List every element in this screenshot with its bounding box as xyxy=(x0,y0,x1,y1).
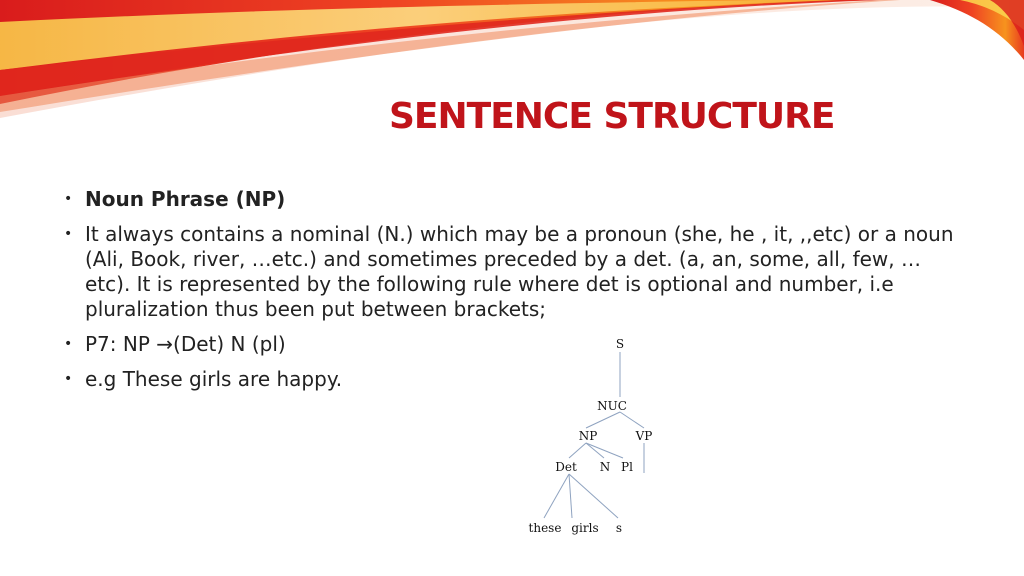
tree-node-s: S xyxy=(615,337,625,351)
bullet-item-definition xyxy=(64,222,964,322)
tree-edge xyxy=(620,412,644,428)
tree-node-nuc: NUC xyxy=(597,399,627,413)
tree-node-det: Det xyxy=(555,460,577,474)
syntax-tree-diagram xyxy=(520,330,720,550)
tree-node-np: NP xyxy=(578,429,598,443)
tree-leaf-s: s xyxy=(615,521,623,535)
bullet-dot-icon: • xyxy=(64,191,73,207)
bullet-dot-icon: • xyxy=(64,336,73,352)
bullet-item-noun-phrase xyxy=(64,187,964,212)
tree-edge xyxy=(586,412,620,428)
bullet-text: It always contains a nominal (N.) which may be a pronoun (she, he , it, ,,etc) or a noun (Ali, Book, river, …etc.) and sometimes preceded by a det. (a, an, some, all, few, …etc). It is represented by the following rule where det is optional and number, i.e pluralization thus been put between brackets; xyxy=(85,222,954,321)
bullet-list xyxy=(64,187,964,402)
tree-leaf-girls: girls xyxy=(571,521,599,535)
tree-edge xyxy=(569,474,618,518)
bullet-item-rule xyxy=(64,332,964,357)
slide-title: SENTENCE STRUCTURE xyxy=(389,96,835,137)
bullet-dot-icon: • xyxy=(64,226,73,242)
tree-node-n: N xyxy=(599,460,611,474)
tree-edge xyxy=(569,443,586,458)
tree-edge xyxy=(569,474,572,518)
bullet-text: P7: NP →(Det) N (pl) xyxy=(85,332,286,356)
tree-edge xyxy=(586,443,604,458)
bullet-text: Noun Phrase (NP) xyxy=(85,187,286,211)
tree-leaf-these: these xyxy=(528,521,562,535)
tree-node-vp: VP xyxy=(635,429,653,443)
tree-edge xyxy=(586,443,623,458)
bullet-text: e.g These girls are happy. xyxy=(85,367,343,391)
bullet-item-example xyxy=(64,367,964,392)
tree-node-pl: Pl xyxy=(621,460,633,474)
tree-edge xyxy=(544,474,569,518)
bullet-dot-icon: • xyxy=(64,371,73,387)
